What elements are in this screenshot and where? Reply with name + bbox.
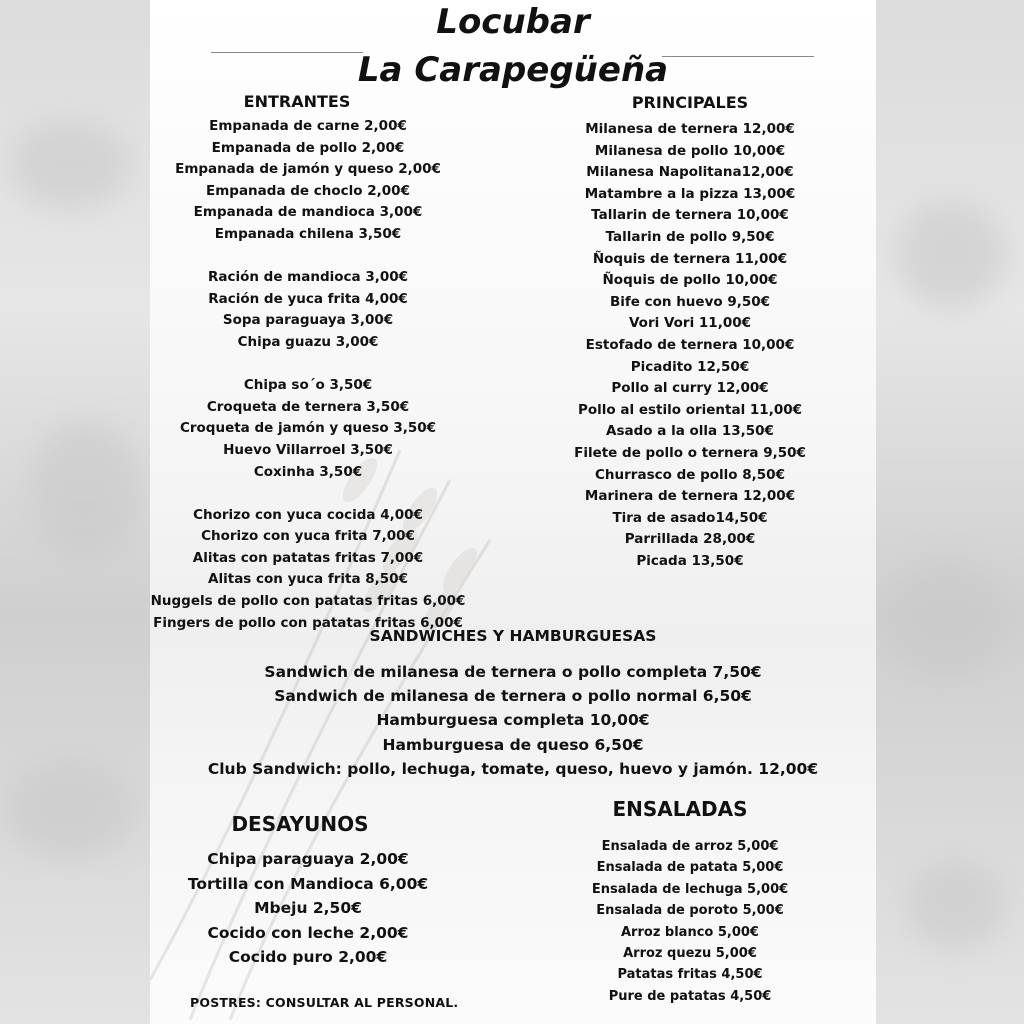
desserts-note: POSTRES: CONSULTAR AL PERSONAL. xyxy=(190,995,459,1010)
menu-item: Milanesa de pollo 10,00€ xyxy=(594,142,786,159)
menu-item: Churrasco de pollo 8,50€ xyxy=(595,466,785,483)
menu-item: Chipa so´o 3,50€ xyxy=(243,377,373,394)
menu-item: Cocido con leche 2,00€ xyxy=(207,923,409,942)
menu-item: Empanada de carne 2,00€ xyxy=(209,118,407,134)
entrantes-list xyxy=(150,116,466,634)
spacer xyxy=(150,354,466,376)
menu-item: Milanesa Napolitana12,00€ xyxy=(586,164,794,181)
menu-item: Ensalada de patata 5,00€ xyxy=(596,860,784,876)
menu-item: Tortilla con Mandioca 6,00€ xyxy=(187,874,429,893)
menu-item: Chorizo con yuca frita 7,00€ xyxy=(201,528,415,545)
section-heading-principales: PRINCIPALES xyxy=(631,93,749,112)
menu-item: Ración de mandioca 3,00€ xyxy=(207,269,409,286)
menu-item: Sopa paraguaya 3,00€ xyxy=(222,312,394,329)
menu-item: Estofado de ternera 10,00€ xyxy=(585,336,795,353)
menu-item: Tallarin de ternera 10,00€ xyxy=(591,207,789,224)
menu-item: Alitas con yuca frita 8,50€ xyxy=(208,571,408,588)
menu-item: Arroz quezu 5,00€ xyxy=(623,946,757,962)
menu-item: Matambre a la pizza 13,00€ xyxy=(584,185,796,202)
menu-item: Cocido puro 2,00€ xyxy=(228,948,388,967)
menu-item: Vori Vori 11,00€ xyxy=(628,315,752,332)
section-heading-ensaladas: ENSALADAS xyxy=(612,797,748,821)
menu-item: Ensalada de arroz 5,00€ xyxy=(601,839,779,854)
spacer xyxy=(150,483,466,505)
menu-item: Ñoquis de pollo 10,00€ xyxy=(602,272,778,289)
menu-item: Tira de asado14,50€ xyxy=(612,509,768,526)
menu-item: Alitas con patatas fritas 7,00€ xyxy=(192,549,424,566)
section-heading-sandwiches: SANDWICHES Y HAMBURGUESAS xyxy=(369,627,657,645)
menu-item: Ensalada de poroto 5,00€ xyxy=(596,903,784,919)
blurred-background-left xyxy=(0,0,150,1024)
menu-item: Marinera de ternera 12,00€ xyxy=(584,488,796,505)
menu-item: Bife con huevo 9,50€ xyxy=(609,293,771,310)
menu-item: Ñoquis de ternera 11,00€ xyxy=(592,250,788,267)
menu-item: Ensalada de lechuga 5,00€ xyxy=(591,881,789,897)
menu-item: Hamburguesa completa 10,00€ xyxy=(376,711,650,730)
menu-item: Empanada de choclo 2,00€ xyxy=(206,182,410,199)
menu-item: Pollo al curry 12,00€ xyxy=(611,380,769,397)
sandwiches-list xyxy=(150,660,876,781)
menu-item: Arroz blanco 5,00€ xyxy=(621,924,759,940)
menu-item: Croqueta de ternera 3,50€ xyxy=(206,398,410,415)
menu-item: Club Sandwich: pollo, lechuga, tomate, queso, huevo y jamón. 12,00€ xyxy=(207,759,819,778)
menu-item: Hamburguesa de queso 6,50€ xyxy=(382,735,644,754)
menu-item: Chipa guazu 3,00€ xyxy=(237,333,379,350)
restaurant-name: Locubar xyxy=(436,2,590,42)
menu-item: Tallarin de pollo 9,50€ xyxy=(605,228,775,245)
menu-item: Chipa paraguaya 2,00€ xyxy=(207,850,409,868)
menu-item: Picada 13,50€ xyxy=(636,552,744,569)
menu-item: Empanada chilena 3,50€ xyxy=(214,225,402,242)
menu-item: Nuggels de pollo con patatas fritas 6,00€ xyxy=(150,593,466,610)
menu-item: Empanada de mandioca 3,00€ xyxy=(193,204,423,221)
menu-item: Patatas fritas 4,50€ xyxy=(617,967,763,983)
desayunos-list xyxy=(150,847,466,970)
menu-item: Pure de patatas 4,50€ xyxy=(608,988,772,1004)
menu-item: Sandwich de milanesa de ternera o pollo completa 7,50€ xyxy=(264,663,762,681)
menu-item: Filete de pollo o ternera 9,50€ xyxy=(574,444,806,461)
spacer xyxy=(150,246,466,268)
principales-list xyxy=(530,119,850,572)
menu-item: Pollo al estilo oriental 11,00€ xyxy=(577,401,803,418)
menu-page xyxy=(150,0,876,1024)
menu-item: Mbeju 2,50€ xyxy=(254,899,362,918)
menu-item: Sandwich de milanesa de ternera o pollo normal 6,50€ xyxy=(274,687,752,706)
menu-item: Huevo Villarroel 3,50€ xyxy=(223,441,393,458)
blurred-background-right xyxy=(876,0,1024,1024)
menu-item: Milanesa de ternera 12,00€ xyxy=(585,121,795,137)
ensaladas-list xyxy=(530,836,850,1007)
section-heading-desayunos: DESAYUNOS xyxy=(231,812,369,836)
menu-item: Parrillada 28,00€ xyxy=(624,531,756,548)
menu-item: Chorizo con yuca cocida 4,00€ xyxy=(193,506,423,523)
menu-item: Picadito 12,50€ xyxy=(630,358,750,375)
menu-item: Ración de yuca frita 4,00€ xyxy=(208,290,408,307)
menu-item: Croqueta de jamón y queso 3,50€ xyxy=(179,420,437,437)
menu-item: Fingers de pollo con patatas fritas 6,00€ xyxy=(153,614,463,631)
restaurant-subtitle: La Carapegüeña xyxy=(357,50,669,90)
menu-item: Coxinha 3,50€ xyxy=(253,463,363,480)
menu-item: Empanada de jamón y queso 2,00€ xyxy=(175,161,441,178)
menu-item: Asado a la olla 13,50€ xyxy=(606,423,774,440)
section-heading-entrantes: ENTRANTES xyxy=(243,92,351,111)
menu-item: Empanada de pollo 2,00€ xyxy=(211,139,405,156)
